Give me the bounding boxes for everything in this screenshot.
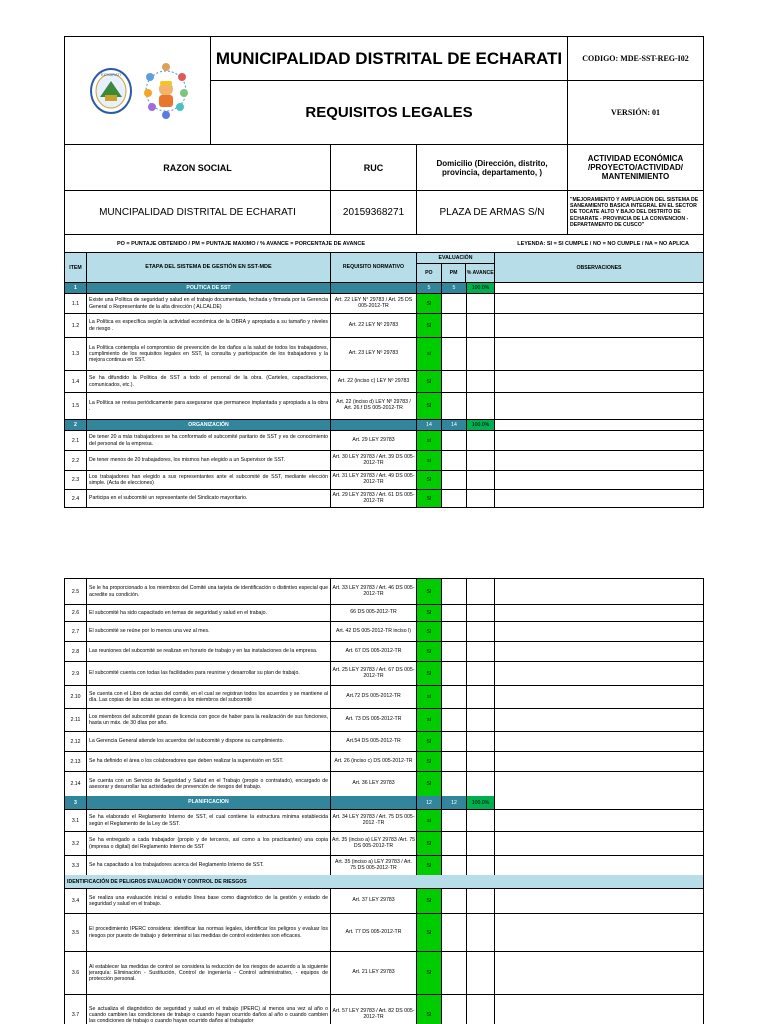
- row-requisito: Art. 21 LEY 29783: [331, 952, 417, 994]
- row-item-number: 2.5: [65, 579, 87, 604]
- row-item-number: 2.6: [65, 605, 87, 621]
- row-avance: [467, 709, 495, 731]
- table-row: [65, 889, 703, 914]
- row-observaciones: [495, 471, 703, 489]
- legend-row: [65, 235, 703, 253]
- section-header-row: [65, 283, 703, 294]
- section-pm: 12: [442, 796, 467, 809]
- row-avance: [467, 752, 495, 771]
- row-pm: [442, 605, 467, 621]
- row-po-status: SI: [417, 579, 442, 604]
- row-observaciones: [495, 393, 703, 419]
- subsection-row: [65, 875, 703, 889]
- row-requisito: Art. 25 LEY 29783 / Art. 67 DS 005-2012-TR: [331, 662, 417, 685]
- row-pm: [442, 371, 467, 392]
- row-description: Se ha capacitado a los trabajadores acerca del Reglamento Interno de SST.: [87, 856, 331, 875]
- row-avance: [467, 686, 495, 708]
- row-requisito: Art. 31 LEY 29783 / Art. 49 DS 005-2012-TR: [331, 471, 417, 489]
- row-observaciones: [495, 686, 703, 708]
- row-pm: [442, 622, 467, 641]
- table-body-page-1: [65, 283, 703, 507]
- row-item-number: 2.3: [65, 471, 87, 489]
- row-pm: [442, 294, 467, 313]
- row-po-status: SI: [417, 622, 442, 641]
- section-pm: 14: [442, 420, 467, 430]
- row-pm: [442, 732, 467, 751]
- row-avance: [467, 856, 495, 875]
- row-observaciones: [495, 832, 703, 855]
- row-po-status: SI: [417, 393, 442, 419]
- table-header: [65, 253, 703, 283]
- section-req-empty: [331, 283, 417, 293]
- label-actividad: ACTIVIDAD ECONÓMICA /PROYECTO/ACTIVIDAD/ MANTENIMIENTO: [587, 154, 684, 181]
- row-description: Se cuenta con el Libro de actas del comité, en el cual se registran todos los acuerdos y se mantiene al día. Las copias de las actas se entregan a los miembros del subcomité: [87, 686, 331, 708]
- row-pm: [442, 810, 467, 831]
- row-requisito: Art. 34 LEY 29783 / Art. 75 DS 005- 2012 -TR: [331, 810, 417, 831]
- row-item-number: 3.6: [65, 952, 87, 994]
- row-avance: [467, 662, 495, 685]
- row-po-status: SI: [417, 314, 442, 337]
- domicilio-value: PLAZA DE ARMAS S/N: [417, 191, 568, 234]
- row-po-status: SI: [417, 772, 442, 796]
- row-pm: [442, 642, 467, 661]
- table-row: [65, 642, 703, 662]
- col-etapa: ETAPA DEL SISTEMA DE GESTIÓN EN SST-MDE: [87, 253, 331, 282]
- row-avance: [467, 605, 495, 621]
- row-requisito: Art. 22 LEY N° 29783 / Art. 25 DS 005-2012-TR: [331, 294, 417, 313]
- row-avance: [467, 338, 495, 370]
- row-avance: [467, 889, 495, 913]
- row-description: El procedimiento IPERC considera: identificar las normas legales, identificar los peligros y evaluar los riesgos por puesto de trabajo y determinar si las medidas de control existentes son eficaces.: [87, 914, 331, 951]
- row-po-status: si: [417, 810, 442, 831]
- row-observaciones: [495, 490, 703, 507]
- row-description: Se cuenta con un Servicio de Seguridad y Salud en el Trabajo (propio o contratado), encargado de asesorar y desarrollar las actividades de prevención de riesgos del trabajo.: [87, 772, 331, 796]
- row-item-number: 1.1: [65, 294, 87, 313]
- legend-left: PO = PUNTAJE OBTENIDO / PM = PUNTAJE MAXIMO / % AVANCE = PORCENTAJE DE AVANCE: [116, 240, 366, 247]
- section-obs-empty: [495, 796, 703, 809]
- row-pm: [442, 338, 467, 370]
- legend-right: LEYENDA: SI = SI CUMPLE / NO = NO CUMPLE / NA = NO APLICA: [517, 240, 689, 247]
- row-observaciones: [495, 752, 703, 771]
- row-po-status: SI: [417, 642, 442, 661]
- section-3: [65, 796, 703, 875]
- row-pm: [442, 752, 467, 771]
- row-avance: [467, 393, 495, 419]
- table-row: [65, 471, 703, 490]
- table-row: [65, 431, 703, 451]
- row-description: La Política es específica según la actividad económica de la OBRA y apropiada a su tamaño y niveles de riesgo .: [87, 314, 331, 337]
- section-title: ORGANIZACIÓN: [87, 420, 331, 430]
- subsection-title: IDENTIFICACIÓN DE PELIGROS EVALUACIÓN Y CONTROL DE RIESGOS: [65, 875, 703, 888]
- section-avance: 100.0%: [467, 796, 495, 809]
- row-item-number: 3.4: [65, 889, 87, 913]
- table-row: [65, 832, 703, 856]
- row-description: El subcomité cuenta con todas las facilidades para reunirse y desarrollar su plan de trabajo.: [87, 662, 331, 685]
- row-avance: [467, 772, 495, 796]
- table-body-page-2-b: [65, 889, 703, 1024]
- table-row: [65, 914, 703, 952]
- row-item-number: 2.13: [65, 752, 87, 771]
- row-po-status: si: [417, 338, 442, 370]
- row-item-number: 1.3: [65, 338, 87, 370]
- company-values: [65, 191, 703, 235]
- row-po-status: SI: [417, 662, 442, 685]
- table-row: [65, 709, 703, 732]
- table-row: [65, 856, 703, 875]
- table-row: [65, 579, 703, 605]
- row-requisito: Art. 22 (inciso d) LEY Nº 29783 / Art. 26.f DS 005-2012-TR: [331, 393, 417, 419]
- row-item-number: 1.4: [65, 371, 87, 392]
- row-pm: [442, 451, 467, 470]
- row-requisito: Art. 35 (inciso a) LEY 29783 /Art. 75 DS 005-2012-TR: [331, 832, 417, 855]
- row-observaciones: [495, 732, 703, 751]
- row-description: La Política contempla el compromiso de prevención de los daños a la salud de todos los trabajadores, cumplimiento de los requisitos legales en SST, la consulta y participación de los trabajadores y la mejora continua en SST.: [87, 338, 331, 370]
- row-pm: [442, 471, 467, 489]
- row-observaciones: [495, 662, 703, 685]
- row-item-number: 2.8: [65, 642, 87, 661]
- row-description: Se ha definido el área o los colaboradores que deben realizar la supervisión en SST.: [87, 752, 331, 771]
- table-row: [65, 371, 703, 393]
- table-row: [65, 662, 703, 686]
- row-pm: [442, 914, 467, 951]
- row-observaciones: [495, 622, 703, 641]
- table-row: [65, 810, 703, 832]
- row-avance: [467, 810, 495, 831]
- row-item-number: 1.2: [65, 314, 87, 337]
- row-requisito: Art. 36 LEY 29783: [331, 772, 417, 796]
- row-item-number: 3.5: [65, 914, 87, 951]
- row-pm: [442, 579, 467, 604]
- row-pm: [442, 393, 467, 419]
- row-description: Se realiza una evaluación inicial o estudio línea base como diagnóstico de la gestión y estado de seguridad y salud en el trabajo.: [87, 889, 331, 913]
- row-description: Las reuniones del subcomité se realizan en horario de trabajo y en las instalaciones de la empresa.: [87, 642, 331, 661]
- row-po-status: SI: [417, 952, 442, 994]
- row-avance: [467, 314, 495, 337]
- row-pm: [442, 662, 467, 685]
- row-description: Existe una Política de seguridad y salud en el trabajo documentada, fechada y firmada por la Gerencia General o Representante de la alta dirección ( ALCALDE): [87, 294, 331, 313]
- row-observaciones: [495, 772, 703, 796]
- row-avance: [467, 995, 495, 1024]
- row-item-number: 2.2: [65, 451, 87, 470]
- company-labels: [65, 145, 703, 191]
- actividad-value: "MEJORAMIENTO Y AMPLIACION DEL SISTEMA DE SANEAMIENTO BASICA INTEGRAL EN EL SECTOR DE TOCATE ALTO Y BAJO DEL DISTRITO DE ECHARATE - PROVINCIA DE LA CONVENCION - DEPARTAMENTO DE CUSCO": [570, 196, 699, 228]
- row-item-number: 2.14: [65, 772, 87, 796]
- row-avance: [467, 451, 495, 470]
- section-number: 1: [65, 283, 87, 293]
- row-item-number: 3.2: [65, 832, 87, 855]
- table-row: [65, 338, 703, 371]
- row-item-number: 3.3: [65, 856, 87, 875]
- row-requisito: 66 DS 005-2012-TR: [331, 605, 417, 621]
- doc-code: CODIGO: MDE-SST-REG-I02: [568, 37, 703, 81]
- row-item-number: 2.9: [65, 662, 87, 685]
- razon-social-value: MUNCIPALIDAD DISTRITAL DE ECHARATI: [65, 191, 331, 234]
- row-item-number: 2.12: [65, 732, 87, 751]
- table-row: [65, 732, 703, 752]
- table-row: [65, 622, 703, 642]
- row-item-number: 3.1: [65, 810, 87, 831]
- doc-title: REQUISITOS LEGALES: [305, 104, 473, 121]
- section-number: 3: [65, 796, 87, 809]
- section-title: PLANIFICACION: [87, 796, 331, 809]
- col-observaciones: OBSERVACIONES: [576, 264, 622, 271]
- row-description: Se le ha proporcionado a los miembros del Comité una tarjeta de identificación o distintivo especial que acredite su condición.: [87, 579, 331, 604]
- row-po-status: SI: [417, 832, 442, 855]
- row-avance: [467, 371, 495, 392]
- row-avance: [467, 579, 495, 604]
- row-pm: [442, 686, 467, 708]
- row-requisito: Art. 29 LEY 29783 / Art. 61 DS 005-2012-TR: [331, 490, 417, 507]
- row-po-status: SI: [417, 889, 442, 913]
- table-row: [65, 995, 703, 1024]
- row-description: La Gerencia General atiende los acuerdos del subcomité y dispone su cumplimiento.: [87, 732, 331, 751]
- row-description: Los miembros del subcomité gozan de licencia con goce de haber para la realización de sus funciones, hasta un máx. de 30 días por año.: [87, 709, 331, 731]
- row-pm: [442, 952, 467, 994]
- row-po-status: si: [417, 709, 442, 731]
- section-po: 12: [417, 796, 442, 809]
- row-requisito: Art. 37 LEY 29783: [331, 889, 417, 913]
- row-requisito: Art. 42 DS 005-2012-TR inciso l): [331, 622, 417, 641]
- col-evaluacion: EVALUACIÓN: [417, 253, 494, 264]
- section-header-row: [65, 796, 703, 810]
- row-observaciones: [495, 856, 703, 875]
- row-description: Al establecer las medidas de control se considera la reducción de los riesgos de acuerdo a la siguiente jerarquía: Eliminación - Sustitución, Control de ingeniería - Control administrativo, - equipos de protección personal.: [87, 952, 331, 994]
- row-po-status: si: [417, 451, 442, 470]
- row-po-status: SI: [417, 490, 442, 507]
- row-po-status: SI: [417, 471, 442, 489]
- section-avance: 100.0%: [467, 283, 495, 293]
- row-avance: [467, 642, 495, 661]
- row-avance: [467, 732, 495, 751]
- row-avance: [467, 490, 495, 507]
- row-avance: [467, 832, 495, 855]
- row-avance: [467, 294, 495, 313]
- municipal-seal-icon: [78, 59, 198, 123]
- row-item-number: 2.10: [65, 686, 87, 708]
- row-requisito: Art. 26 (inciso c) DS 005-2012-TR: [331, 752, 417, 771]
- row-description: El subcomité ha sido capacitado en temas de seguridad y salud en el trabajo.: [87, 605, 331, 621]
- row-description: Participa en el subcomité un representante del Sindicato mayoritario.: [87, 490, 331, 507]
- row-po-status: si: [417, 431, 442, 450]
- row-pm: [442, 856, 467, 875]
- row-description: Los trabajadores han elegido a sus representantes ante el subcomité de SST, mediante elección simple. (Acta de elecciones): [87, 471, 331, 489]
- org-title: MUNICIPALIDAD DISTRITAL DE ECHARATI: [211, 37, 567, 81]
- row-avance: [467, 622, 495, 641]
- table-row: [65, 686, 703, 709]
- row-observaciones: [495, 579, 703, 604]
- section-avance: 100.0%: [467, 420, 495, 430]
- row-pm: [442, 709, 467, 731]
- row-pm: [442, 431, 467, 450]
- section-obs-empty: [495, 283, 703, 293]
- table-row: [65, 294, 703, 314]
- row-description: El subcomité se reúne por lo menos una vez al mes.: [87, 622, 331, 641]
- row-observaciones: [495, 371, 703, 392]
- row-requisito: Art. 23 LEY Nº 29783: [331, 338, 417, 370]
- row-requisito: Art. 29 LEY 29783: [331, 431, 417, 450]
- row-pm: [442, 314, 467, 337]
- label-ruc: RUC: [331, 145, 417, 190]
- row-avance: [467, 431, 495, 450]
- row-requisito: Art. 67 DS 005-2012-TR: [331, 642, 417, 661]
- table-row: [65, 393, 703, 420]
- label-razon-social: RAZON SOCIAL: [65, 145, 331, 190]
- table-row: [65, 314, 703, 338]
- row-observaciones: [495, 952, 703, 994]
- section-title: POLÍTICA DE SST: [87, 283, 331, 293]
- row-pm: [442, 832, 467, 855]
- col-po: PO: [417, 264, 442, 282]
- col-avance: % AVANCE: [466, 270, 494, 276]
- row-po-status: SI: [417, 914, 442, 951]
- logo: [65, 37, 211, 144]
- row-requisito: Art. 57 LEY 29783 / Art. 82 DS 005-2012-TR: [331, 995, 417, 1024]
- col-requisito: REQUISITO NORMATIVO: [331, 253, 417, 282]
- row-observaciones: [495, 451, 703, 470]
- row-description: Se ha elaborado el Reglamento Interno de SST, el cual contiene la estructura mínima establecida según el Reglamento de la Ley de SST.: [87, 810, 331, 831]
- row-requisito: Art. 33 LEY 29783 / Art. 46 DS 005-2012-TR: [331, 579, 417, 604]
- row-description: De tener menos de 20 trabajadores, los mismos han elegido a un Supervisor de SST.: [87, 451, 331, 470]
- row-requisito: Art. 35 (inciso a) LEY 29783 / Art. 75 DS 005-2012-TR: [331, 856, 417, 875]
- row-description: De tener 20 a más trabajadores se ha conformado el subcomité paritario de SST y es de conocimiento del personal de la empresa.: [87, 431, 331, 450]
- col-item: ITEM: [65, 253, 87, 282]
- section-req-empty: [331, 796, 417, 809]
- row-avance: [467, 914, 495, 951]
- row-item-number: 2.4: [65, 490, 87, 507]
- row-observaciones: [495, 314, 703, 337]
- row-avance: [467, 471, 495, 489]
- row-observaciones: [495, 709, 703, 731]
- row-description: La Política se revisa periódicamente para asegurarse que permanece implantada y apropiada a la obra .: [87, 393, 331, 419]
- section-obs-empty: [495, 420, 703, 430]
- row-observaciones: [495, 431, 703, 450]
- document-page-1: [64, 36, 704, 508]
- row-requisito: Art. 77 DS 005-2012-TR: [331, 914, 417, 951]
- row-observaciones: [495, 810, 703, 831]
- row-observaciones: [495, 605, 703, 621]
- label-domicilio: Domicilio (Dirección, distrito, provincia, departamento, ): [417, 145, 568, 190]
- row-po-status: SI: [417, 371, 442, 392]
- row-requisito: Art. 22 (inciso c) LEY Nº 29783: [331, 371, 417, 392]
- section-pm: 5: [442, 283, 467, 293]
- section-header-row: [65, 420, 703, 431]
- row-observaciones: [495, 338, 703, 370]
- col-pm: PM: [442, 264, 467, 282]
- row-item-number: 2.1: [65, 431, 87, 450]
- row-item-number: 2.11: [65, 709, 87, 731]
- row-item-number: 3.7: [65, 995, 87, 1024]
- row-description: Se actualiza el diagnóstico de seguridad y salud en el trabajo (IPERC) al menos una vez al año o cuando cambien las condiciones de trabajo o cuando hayan ocurrido daños al año o cuando cambien las condiciones de trabajo o cuando hayan ocurrido daños al trabajador: [87, 995, 331, 1024]
- row-description: Se ha entregado a cada trabajador (propio y de terceros, así como a los practicantes) una copia (impresa o digital) del Reglamento Interno de SST: [87, 832, 331, 855]
- row-pm: [442, 772, 467, 796]
- row-item-number: 2.7: [65, 622, 87, 641]
- row-observaciones: [495, 889, 703, 913]
- table-row: [65, 490, 703, 507]
- svg-text:ECHARATI: ECHARATI: [100, 71, 121, 77]
- row-po-status: si: [417, 686, 442, 708]
- row-observaciones: [495, 995, 703, 1024]
- row-po-status: SI: [417, 294, 442, 313]
- row-po-status: SI: [417, 856, 442, 875]
- row-pm: [442, 490, 467, 507]
- section-req-empty: [331, 420, 417, 430]
- table-row: [65, 772, 703, 796]
- row-requisito: Art. 73 DS 005-2012-TR: [331, 709, 417, 731]
- table-body-page-2-a: [65, 579, 703, 796]
- row-po-status: SI: [417, 752, 442, 771]
- table-row: [65, 952, 703, 995]
- row-avance: [467, 952, 495, 994]
- row-requisito: Art. 30 LEY 29783 / Art. 39 DS 005-2012-TR: [331, 451, 417, 470]
- table-row: [65, 605, 703, 622]
- doc-version: VERSIÓN: 01: [610, 108, 661, 117]
- section-po: 5: [417, 283, 442, 293]
- row-po-status: SI: [417, 605, 442, 621]
- row-pm: [442, 995, 467, 1024]
- row-requisito: Art.72 DS 005-2012-TR: [331, 686, 417, 708]
- row-requisito: Art. 22 LEY Nº 29783: [331, 314, 417, 337]
- row-observaciones: [495, 914, 703, 951]
- document-page-2: [64, 578, 704, 1024]
- row-observaciones: [495, 642, 703, 661]
- ruc-value: 20159368271: [331, 191, 417, 234]
- table-row: [65, 752, 703, 772]
- row-po-status: SI: [417, 995, 442, 1024]
- table-row: [65, 451, 703, 471]
- row-po-status: SI: [417, 732, 442, 751]
- row-item-number: 1.5: [65, 393, 87, 419]
- section-number: 2: [65, 420, 87, 430]
- row-observaciones: [495, 294, 703, 313]
- section-po: 14: [417, 420, 442, 430]
- row-pm: [442, 889, 467, 913]
- row-requisito: Art.54 DS 005-2012-TR: [331, 732, 417, 751]
- row-description: Se ha difundido la Política de SST a todo el personal de la obra. (Carteles, capacitaciones, comunicados, etc.).: [87, 371, 331, 392]
- doc-header: [65, 37, 703, 145]
